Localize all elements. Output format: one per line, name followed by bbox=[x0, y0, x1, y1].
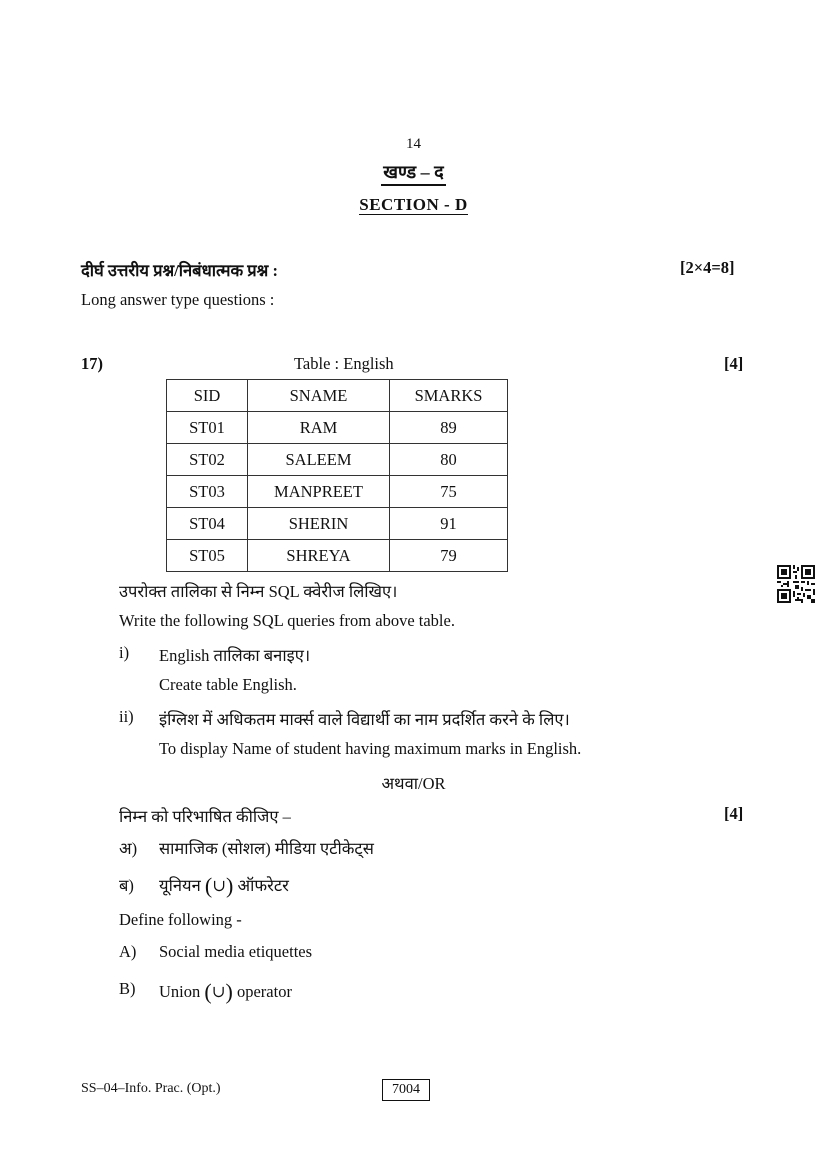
union-paren-close: ) bbox=[226, 873, 234, 898]
table-cell: MANPREET bbox=[248, 476, 390, 508]
table-cell: ST05 bbox=[167, 540, 248, 572]
instruction-hindi: उपरोक्त तालिका से निम्न SQL क्वेरीज लिखिए। bbox=[119, 582, 398, 601]
question-marks: [4] bbox=[724, 354, 744, 373]
union-text-after: ऑफरेटर bbox=[237, 876, 289, 895]
union-symbol: ∪ bbox=[211, 982, 226, 1001]
table-cell: ST01 bbox=[167, 412, 248, 444]
qr-code-icon bbox=[777, 565, 815, 603]
table-row bbox=[167, 476, 508, 508]
part-label: i) bbox=[119, 643, 130, 662]
alt-part-label: अ) bbox=[119, 839, 138, 858]
alt-part-label: ब) bbox=[119, 876, 134, 895]
code-box: 7004 bbox=[382, 1079, 430, 1101]
part-english: Create table English. bbox=[159, 675, 297, 694]
alt-part-hindi bbox=[159, 873, 289, 899]
section-title-hindi bbox=[0, 160, 827, 184]
union-text-before: यूनियन bbox=[159, 876, 201, 895]
table-cell: SHREYA bbox=[248, 540, 390, 572]
union-paren-close: ) bbox=[225, 979, 233, 1004]
section-title-english bbox=[0, 195, 827, 215]
section-title-english-text: SECTION - D bbox=[359, 195, 468, 214]
part-hindi: English तालिका बनाइए। bbox=[159, 646, 311, 665]
table-cell: RAM bbox=[248, 412, 390, 444]
table-cell: 89 bbox=[390, 412, 508, 444]
union-symbol: ∪ bbox=[212, 876, 227, 895]
part-english: To display Name of student having maximum marks in English. bbox=[159, 739, 582, 758]
table-row bbox=[167, 412, 508, 444]
alt-english-instruction: Define following - bbox=[119, 910, 242, 929]
table-cell: SHERIN bbox=[248, 508, 390, 540]
column-header: SMARKS bbox=[390, 380, 508, 412]
column-header: SNAME bbox=[248, 380, 390, 412]
table-cell: 75 bbox=[390, 476, 508, 508]
paper-code: SS–04–Info. Prac. (Opt.) bbox=[81, 1081, 221, 1096]
table-cell: SALEEM bbox=[248, 444, 390, 476]
column-header: SID bbox=[167, 380, 248, 412]
part-hindi: इंग्लिश में अधिकतम मार्क्स वाले विद्यार्थी का नाम प्रदर्शित करने के लिए। bbox=[159, 710, 570, 729]
alt-part-hindi: सामाजिक (सोशल) मीडिया एटीकेट्स bbox=[159, 839, 374, 858]
table-cell: 80 bbox=[390, 444, 508, 476]
intro-marks: [2×4=8] bbox=[680, 258, 735, 277]
union-text-before: Union bbox=[159, 982, 201, 1001]
table-cell: ST02 bbox=[167, 444, 248, 476]
section-title-hindi-text: खण्ड – द bbox=[381, 162, 445, 186]
alt-question-hindi: निम्न को परिभाषित कीजिए – bbox=[119, 807, 291, 826]
alt-part-english: Social media etiquettes bbox=[159, 942, 313, 961]
instruction-english: Write the following SQL queries from above table. bbox=[119, 611, 455, 630]
or-divider: अथवा/OR bbox=[381, 774, 446, 793]
table-cell: ST04 bbox=[167, 508, 248, 540]
table-cell: 79 bbox=[390, 540, 508, 572]
table-cell: ST03 bbox=[167, 476, 248, 508]
union-paren-open: ( bbox=[204, 979, 212, 1004]
table-row bbox=[167, 540, 508, 572]
table-title: Table : English bbox=[294, 354, 394, 373]
part-label: ii) bbox=[119, 707, 134, 726]
alt-part-english bbox=[159, 979, 292, 1005]
english-table bbox=[166, 379, 508, 572]
table-header-row bbox=[167, 380, 508, 412]
intro-english: Long answer type questions : bbox=[81, 290, 275, 309]
page-number: 14 bbox=[406, 136, 421, 152]
table-cell: 91 bbox=[390, 508, 508, 540]
table-row bbox=[167, 444, 508, 476]
union-paren-open: ( bbox=[204, 873, 213, 898]
alt-question-marks: [4] bbox=[724, 804, 744, 823]
question-number: 17) bbox=[81, 354, 103, 373]
intro-hindi: दीर्घ उत्तरीय प्रश्न/निबंधात्मक प्रश्न : bbox=[81, 261, 278, 280]
alt-part-label: A) bbox=[119, 942, 137, 961]
union-text-after: operator bbox=[236, 982, 292, 1001]
table-row bbox=[167, 508, 508, 540]
alt-part-label: B) bbox=[119, 979, 136, 998]
